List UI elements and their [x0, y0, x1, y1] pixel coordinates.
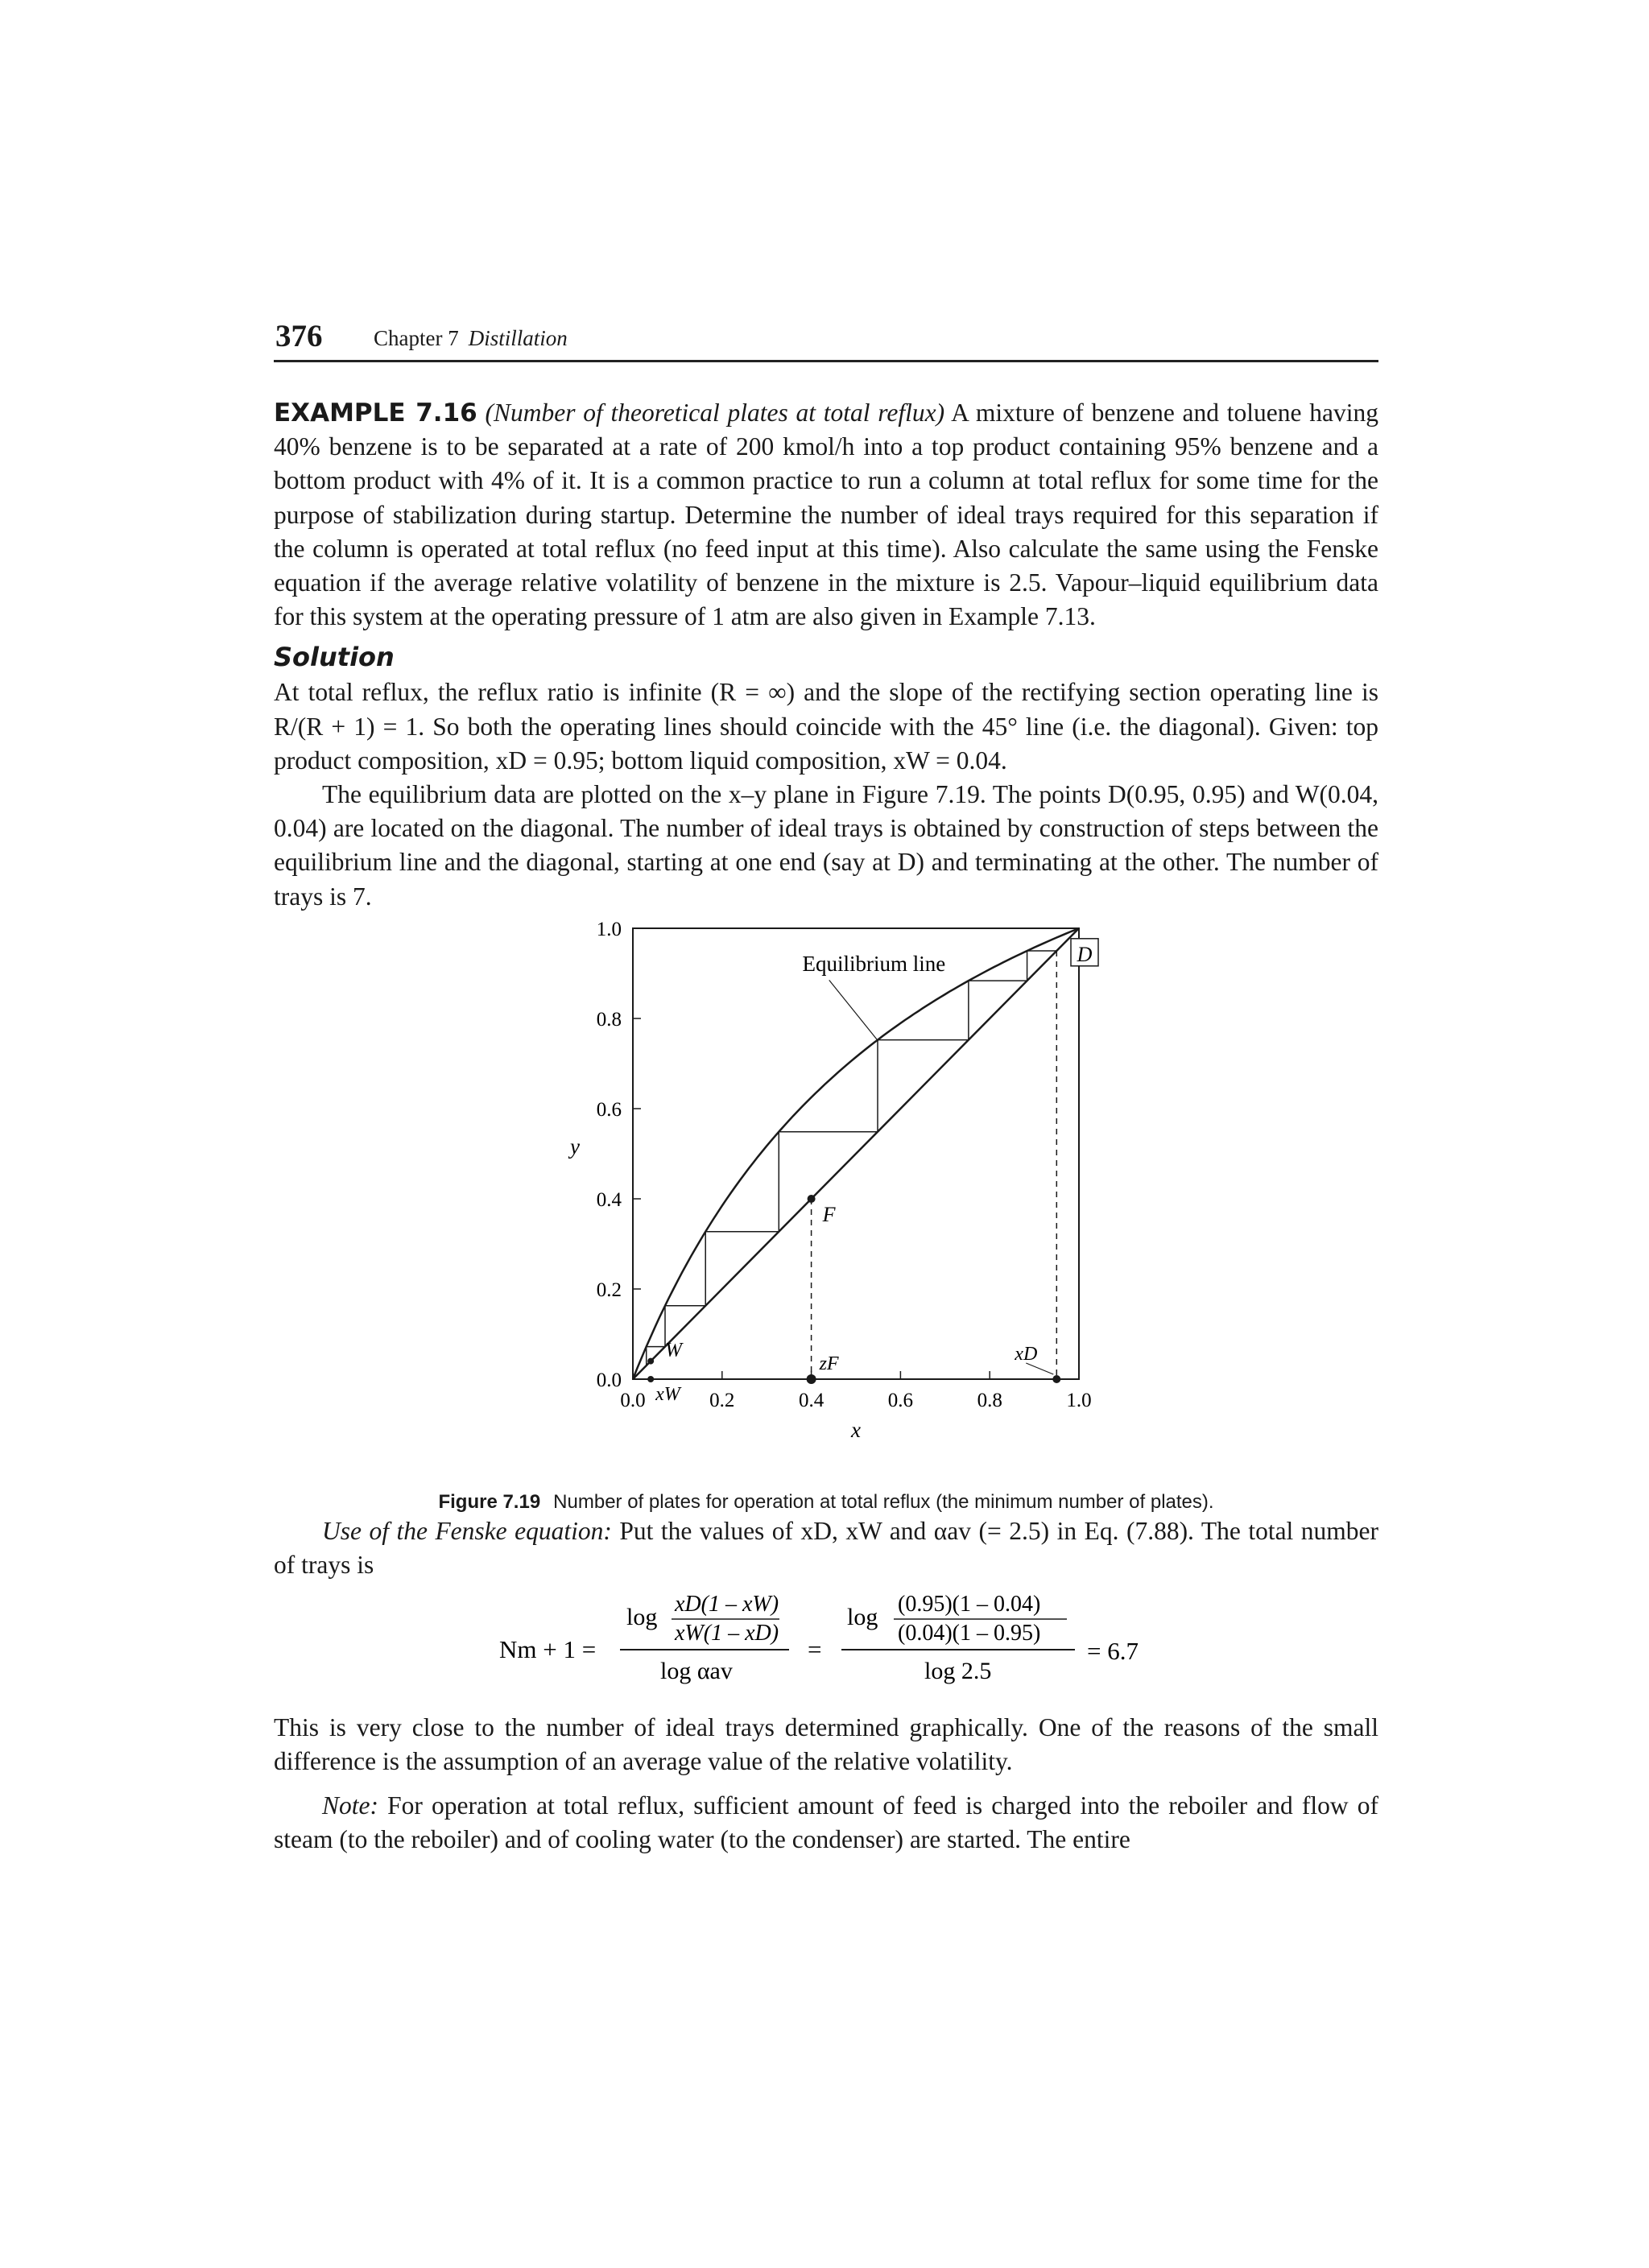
- example-title: (Number of theoretical plates at total reflux): [485, 399, 945, 427]
- example-label: EXAMPLE 7.16: [274, 399, 477, 428]
- conclusion-paragraph: This is very close to the number of ideal trays determined graphically. One of the reasons of the small difference is the assumption of an average value of the relative volatility.: [274, 1713, 1378, 1776]
- eq-log-2: log: [847, 1604, 878, 1631]
- note-paragraph: [274, 1789, 1378, 1857]
- figure-caption-text: Number of plates for operation at total reflux (the minimum number of plates).: [553, 1490, 1214, 1513]
- fenske-intro: [274, 1514, 1378, 1582]
- figure-7-19: [274, 919, 1378, 1514]
- eq-denom-val: log 2.5: [924, 1658, 992, 1685]
- eq-den-val: (0.04)(1 – 0.95): [898, 1621, 1041, 1646]
- chapter-number: Chapter 7: [374, 326, 459, 350]
- xd-axis-marker: [1052, 1375, 1060, 1383]
- mccabe-thiele-chart: [274, 919, 1378, 1482]
- fenske-intro-text: Put the values of xD, xW and αav (= 2.5) in Eq. (7.88). The total number of trays is: [274, 1516, 1379, 1580]
- x-axis-label: x: [851, 1417, 861, 1442]
- note-label: Note:: [322, 1791, 378, 1820]
- equilibrium-annotation-pointer: [829, 980, 878, 1041]
- solution-heading: Solution: [274, 642, 395, 673]
- x-tick-label: 0.8: [977, 1389, 1002, 1411]
- zf-axis-label: zF: [819, 1353, 839, 1374]
- feed-point-label: F: [822, 1202, 836, 1226]
- x-tick-label: 0.0: [620, 1389, 646, 1411]
- eq-denom-sym: log αav: [660, 1658, 733, 1685]
- y-axis-label: y: [570, 1134, 580, 1159]
- eq-num-sym: xD(1 – xW): [675, 1592, 779, 1617]
- y-tick-label: 1.0: [596, 918, 622, 940]
- eq-log-1: log: [626, 1604, 658, 1631]
- eq-den-sym: xW(1 – xD): [675, 1621, 779, 1646]
- running-header: [274, 318, 1378, 362]
- w-point-marker: [647, 1357, 654, 1364]
- y-tick-label: 0.0: [596, 1369, 622, 1391]
- x-tick-label: 0.4: [798, 1389, 824, 1411]
- xw-axis-label: xW: [655, 1383, 680, 1405]
- xd-axis-label: xD: [1015, 1343, 1038, 1365]
- y-tick-label: 0.6: [596, 1098, 622, 1121]
- x-tick-label: 0.2: [709, 1389, 735, 1411]
- zf-axis-marker: [807, 1374, 816, 1384]
- chapter-label: [374, 326, 568, 351]
- x-tick-label: 1.0: [1066, 1389, 1092, 1411]
- w-point-label: W: [665, 1339, 682, 1361]
- figure-caption: [274, 1491, 1378, 1514]
- d-point-label: D: [1077, 942, 1093, 966]
- page-number: 376: [275, 319, 323, 353]
- eq-lhs: Nm + 1 =: [499, 1635, 597, 1664]
- solution-paragraph-2: The equilibrium data are plotted on the x–y plane in Figure 7.19. The points D(0.95, 0.95) and W(0.04, 0.04) are located on the diagonal. The number of ideal trays is obtained by construction of steps between the equilibrium line and the diagonal, starting at one end (say at D) and terminating at the other. The number of trays is 7.: [274, 780, 1378, 911]
- y-tick-label: 0.2: [596, 1279, 622, 1301]
- fenske-equation-graphic: [274, 1587, 1378, 1708]
- diagonal-line: [633, 928, 1079, 1379]
- chapter-title: Distillation: [468, 326, 568, 350]
- xd-axis-pointer: [1026, 1363, 1053, 1374]
- eq-result: = 6.7: [1087, 1637, 1139, 1666]
- note-text: For operation at total reflux, sufficient amount of feed is charged into the reboiler and flow of steam (to the reboiler) and of cooling water (to the condenser) are started. The entire: [274, 1791, 1379, 1853]
- solution-paragraph-1: At total reflux, the reflux ratio is infinite (R = ∞) and the slope of the rectifying section operating line is R/(R + 1) = 1. So both the operating lines should coincide with the 45° line (i.e. the diagonal). Given: top product composition, xD = 0.95; bottom liquid composition, xW = 0.04.: [274, 678, 1378, 775]
- example-paragraph: [274, 396, 1378, 634]
- feed-point-marker: [808, 1195, 816, 1203]
- xw-axis-marker: [647, 1376, 654, 1382]
- figure-label: Figure 7.19: [438, 1490, 541, 1513]
- eq-num-val: (0.95)(1 – 0.04): [898, 1592, 1041, 1617]
- y-tick-label: 0.8: [596, 1008, 622, 1031]
- equilibrium-annotation: Equilibrium line: [802, 952, 946, 977]
- x-tick-label: 0.6: [887, 1389, 914, 1411]
- fenske-equation: [274, 1587, 1378, 1708]
- fenske-intro-label: Use of the Fenske equation:: [322, 1516, 612, 1545]
- page: [274, 318, 1378, 1857]
- example-body: A mixture of benzene and toluene having 40% benzene is to be separated at a rate of 200 kmol/h into a top product containing 95% benzene and a bottom product with 4% of it. It is a common practice to run a column at total reflux for some time for the purpose of stabilization during startup. Determine the number of ideal trays required for this separation if the column is operated at total reflux (no feed input at this time). Also calculate the same using the Fenske equation if the average relative volatility of benzene in the mixture is 2.5. Vapour–liquid equilibrium data for this system at the operating pressure of 1 atm are also given in Example 7.13.: [274, 399, 1379, 631]
- eq-equals: =: [808, 1635, 822, 1664]
- y-tick-label: 0.4: [596, 1188, 622, 1211]
